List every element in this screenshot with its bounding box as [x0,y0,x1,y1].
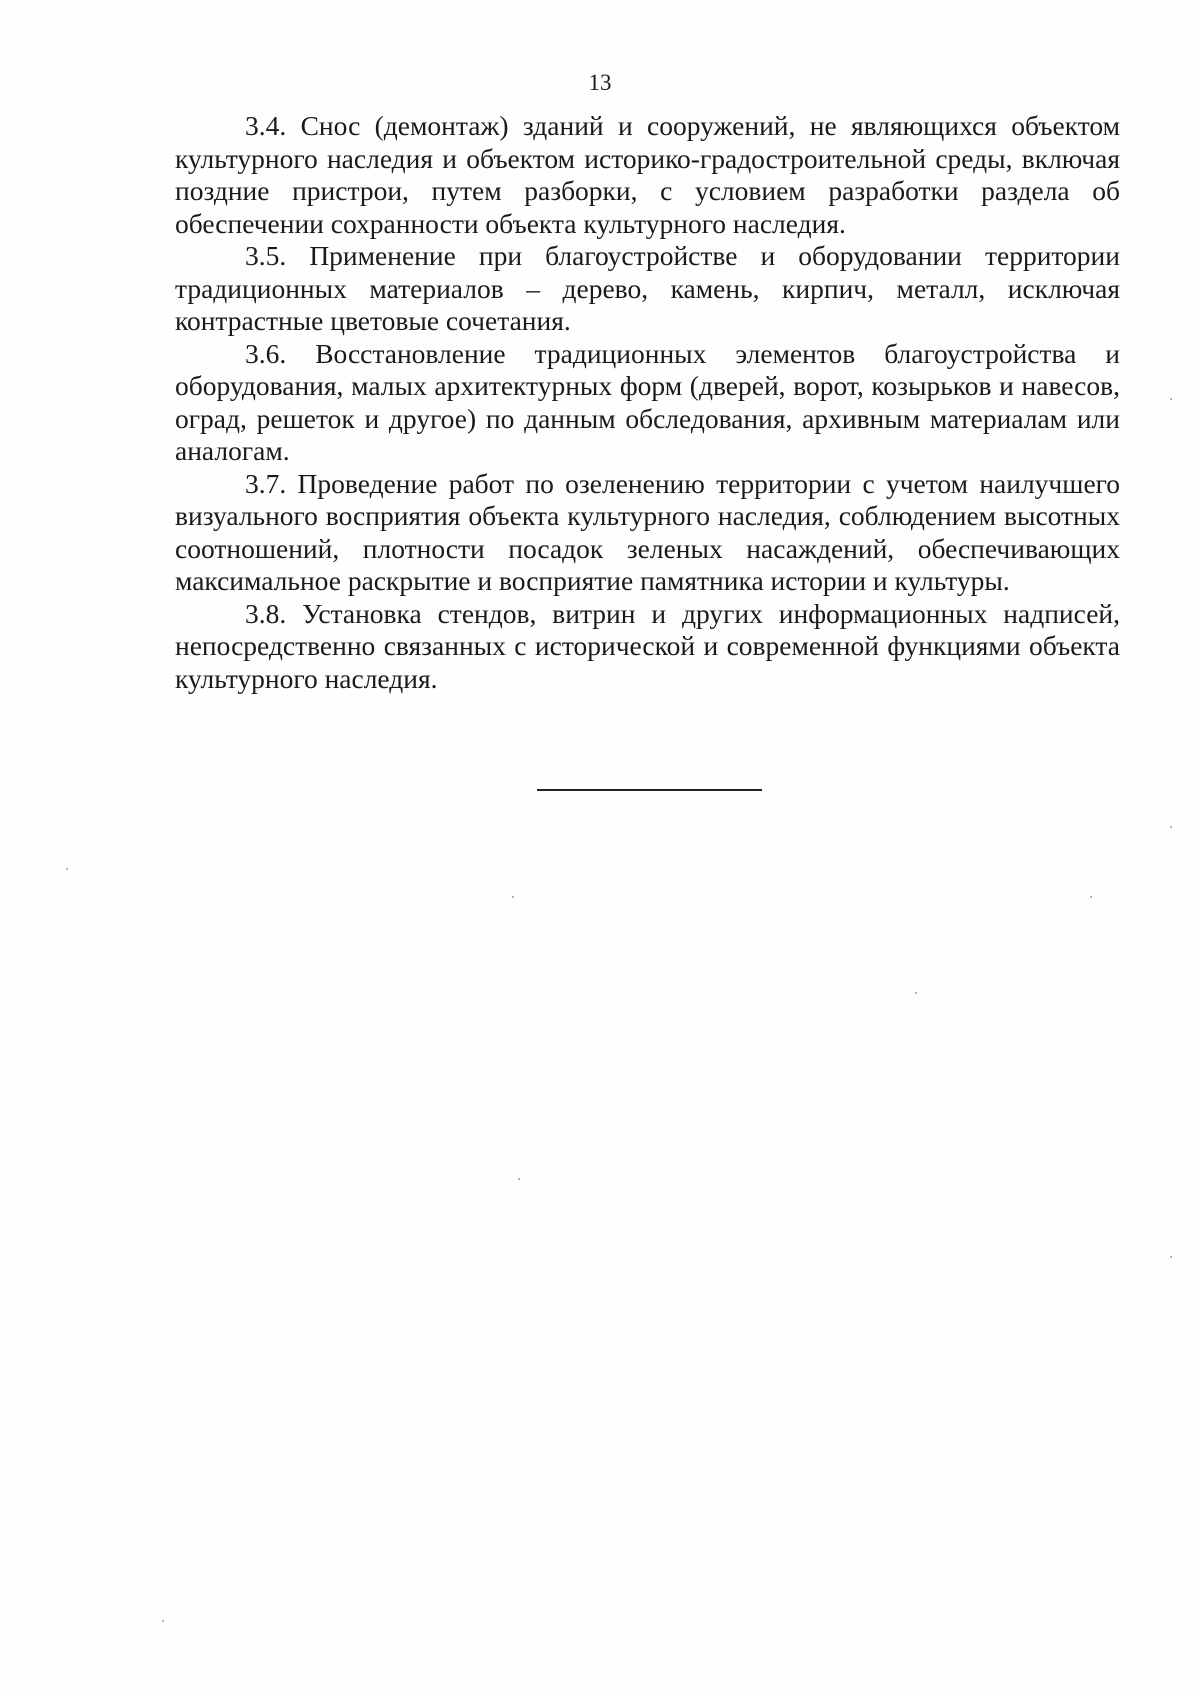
end-of-text-rule [537,789,762,791]
clause-3-8: 3.8. Установка стендов, витрин и других информационных надписей, непосредственно связанных с исторической и современной функциями объекта культурного наследия. [175,597,1120,694]
document-body [175,110,1120,695]
scan-speck [915,992,917,994]
scan-speck [1170,398,1172,400]
scan-speck [1090,896,1092,898]
scan-speck [1170,1256,1172,1258]
scan-speck [1170,826,1172,828]
scan-speck [518,1178,520,1180]
clause-3-6: 3.6. Восстановление традиционных элементов благоустройства и оборудования, малых архитектурных форм (дверей, ворот, козырьков и навесов, оград, решеток и другое) по данным обследования, архивным материалам или аналогам. [175,337,1120,466]
scan-speck [162,1620,164,1622]
clause-3-5: 3.5. Применение при благоустройстве и оборудовании территории традиционных материалов – дерево, камень, кирпич, металл, исключая контрастные цветовые сочетания. [175,240,1120,336]
clause-3-7: 3.7. Проведение работ по озеленению территории с учетом наилучшего визуального восприятия объекта культурного наследия, соблюдением высотных соотношений, плотности посадок зеленых насаждений, обеспечивающих максимальное раскрытие и восприятие памятника истории и культуры. [175,467,1120,596]
clause-3-4: 3.4. Снос (демонтаж) зданий и сооружений, не являющихся объектом культурного наследия и объектом историко-градостроительной среды, включая поздние пристрои, путем разборки, с условием разработки раздела об обеспечении сохранности объекта культурного наследия. [175,110,1120,239]
scan-speck [66,868,68,870]
scan-speck [512,896,514,898]
page-number: 13 [588,70,612,95]
